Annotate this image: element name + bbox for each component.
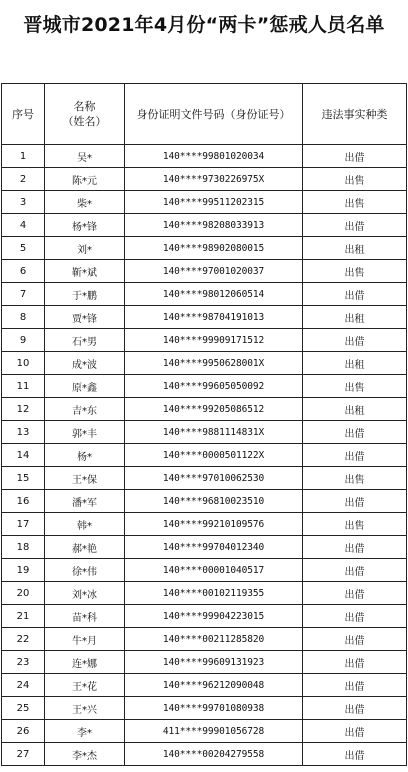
- cell-name: 刘*冰: [45, 582, 125, 605]
- cell-id-number: 140****99904223015: [125, 605, 303, 628]
- cell-violation-type: 出借: [303, 490, 407, 513]
- cell-index: 20: [2, 582, 45, 605]
- table-row: [2, 145, 407, 168]
- cell-name: 王*花: [45, 674, 125, 697]
- table-row: [2, 513, 407, 536]
- cell-id-number: 140****99609131923: [125, 651, 303, 674]
- cell-violation-type: 出借: [303, 697, 407, 720]
- cell-name: 郭*丰: [45, 421, 125, 444]
- cell-id-number: 140****99801020034: [125, 145, 303, 168]
- cell-id-number: 140****97010062530: [125, 467, 303, 490]
- cell-id-number: 140****9950628001X: [125, 352, 303, 375]
- cell-name: 杨*锋: [45, 214, 125, 237]
- table-row: [2, 375, 407, 398]
- cell-violation-type: 出借: [303, 536, 407, 559]
- cell-id-number: 140****97001020037: [125, 260, 303, 283]
- cell-violation-type: 出售: [303, 260, 407, 283]
- table-row: [2, 398, 407, 421]
- cell-id-number: 140****98208033913: [125, 214, 303, 237]
- table-row: [2, 720, 407, 743]
- cell-name: 贾*锋: [45, 306, 125, 329]
- cell-name: 柴*: [45, 191, 125, 214]
- cell-violation-type: 出租: [303, 237, 407, 260]
- cell-index: 27: [2, 743, 45, 766]
- cell-name: 吉*东: [45, 398, 125, 421]
- table-row: [2, 559, 407, 582]
- cell-violation-type: 出租: [303, 398, 407, 421]
- table-body: [2, 145, 407, 766]
- cell-id-number: 140****0000501122X: [125, 444, 303, 467]
- cell-violation-type: 出借: [303, 283, 407, 306]
- cell-index: 18: [2, 536, 45, 559]
- cell-index: 25: [2, 697, 45, 720]
- cell-id-number: 140****99909171512: [125, 329, 303, 352]
- cell-violation-type: 出借: [303, 582, 407, 605]
- table-row: [2, 306, 407, 329]
- cell-id-number: 140****00001040517: [125, 559, 303, 582]
- header-row: [2, 84, 407, 145]
- cell-id-number: 140****99210109576: [125, 513, 303, 536]
- cell-index: 17: [2, 513, 45, 536]
- cell-index: 15: [2, 467, 45, 490]
- cell-name: 苗*科: [45, 605, 125, 628]
- cell-name: 李*杰: [45, 743, 125, 766]
- table-row: [2, 352, 407, 375]
- cell-index: 5: [2, 237, 45, 260]
- cell-index: 3: [2, 191, 45, 214]
- table-row: [2, 421, 407, 444]
- cell-violation-type: 出租: [303, 306, 407, 329]
- cell-name: 潘*军: [45, 490, 125, 513]
- cell-name: 牛*月: [45, 628, 125, 651]
- cell-violation-type: 出借: [303, 214, 407, 237]
- table-header: [2, 84, 407, 145]
- table-row: [2, 283, 407, 306]
- cell-index: 24: [2, 674, 45, 697]
- cell-index: 1: [2, 145, 45, 168]
- cell-violation-type: 出售: [303, 513, 407, 536]
- cell-id-number: 140****9881114831X: [125, 421, 303, 444]
- table-row: [2, 605, 407, 628]
- cell-name: 于*鹏: [45, 283, 125, 306]
- cell-violation-type: 出借: [303, 421, 407, 444]
- table-row: [2, 628, 407, 651]
- table-row: [2, 191, 407, 214]
- cell-id-number: 140****99704012340: [125, 536, 303, 559]
- cell-index: 13: [2, 421, 45, 444]
- cell-violation-type: 出借: [303, 651, 407, 674]
- cell-name: 吴*: [45, 145, 125, 168]
- cell-id-number: 140****00211285820: [125, 628, 303, 651]
- cell-index: 9: [2, 329, 45, 352]
- table-row: [2, 536, 407, 559]
- cell-index: 8: [2, 306, 45, 329]
- cell-id-number: 411****99901056728: [125, 720, 303, 743]
- cell-name: 陈*元: [45, 168, 125, 191]
- cell-name: 韩*: [45, 513, 125, 536]
- cell-violation-type: 出借: [303, 628, 407, 651]
- cell-violation-type: 出售: [303, 168, 407, 191]
- cell-id-number: 140****99511202315: [125, 191, 303, 214]
- cell-index: 23: [2, 651, 45, 674]
- cell-name: 王*保: [45, 467, 125, 490]
- cell-name: 靳*斌: [45, 260, 125, 283]
- table-row: [2, 214, 407, 237]
- cell-index: 19: [2, 559, 45, 582]
- cell-name: 王*兴: [45, 697, 125, 720]
- cell-violation-type: 出租: [303, 352, 407, 375]
- cell-index: 10: [2, 352, 45, 375]
- cell-violation-type: 出借: [303, 720, 407, 743]
- page-title: 晋城市2021年4月份“两卡”惩戒人员名单: [23, 14, 385, 36]
- cell-name: 原*鑫: [45, 375, 125, 398]
- cell-id-number: 140****99205086512: [125, 398, 303, 421]
- cell-name: 徐*伟: [45, 559, 125, 582]
- cell-id-number: 140****9730226975X: [125, 168, 303, 191]
- cell-name: 李*: [45, 720, 125, 743]
- header-index: 序号: [2, 84, 45, 145]
- cell-index: 12: [2, 398, 45, 421]
- punishment-list-table: [1, 83, 407, 766]
- cell-id-number: 140****96212090048: [125, 674, 303, 697]
- cell-id-number: 140****99605050092: [125, 375, 303, 398]
- cell-id-number: 140****98902080015: [125, 237, 303, 260]
- cell-id-number: 140****00102119355: [125, 582, 303, 605]
- header-violation-type: 违法事实种类: [303, 84, 407, 145]
- cell-id-number: 140****96810023510: [125, 490, 303, 513]
- cell-index: 16: [2, 490, 45, 513]
- header-id-number: 身份证明文件号码（身份证号）: [125, 84, 303, 145]
- cell-violation-type: 出借: [303, 674, 407, 697]
- cell-violation-type: 出售: [303, 191, 407, 214]
- cell-violation-type: 出借: [303, 444, 407, 467]
- table-row: [2, 467, 407, 490]
- cell-violation-type: 出借: [303, 329, 407, 352]
- table-row: [2, 582, 407, 605]
- cell-index: 11: [2, 375, 45, 398]
- table-row: [2, 674, 407, 697]
- cell-index: 21: [2, 605, 45, 628]
- cell-violation-type: 出借: [303, 145, 407, 168]
- table-row: [2, 329, 407, 352]
- cell-index: 6: [2, 260, 45, 283]
- cell-id-number: 140****00204279558: [125, 743, 303, 766]
- cell-name: 杨*: [45, 444, 125, 467]
- table-row: [2, 651, 407, 674]
- table-row: [2, 743, 407, 766]
- cell-name: 郝*艳: [45, 536, 125, 559]
- table-row: [2, 444, 407, 467]
- cell-index: 4: [2, 214, 45, 237]
- cell-name: 成*波: [45, 352, 125, 375]
- cell-index: 2: [2, 168, 45, 191]
- table-row: [2, 237, 407, 260]
- cell-index: 22: [2, 628, 45, 651]
- table-row: [2, 697, 407, 720]
- table-row: [2, 260, 407, 283]
- cell-name: 刘*: [45, 237, 125, 260]
- cell-violation-type: 出借: [303, 559, 407, 582]
- cell-index: 14: [2, 444, 45, 467]
- header-name: 名称 （姓名）: [45, 84, 125, 145]
- cell-name: 石*男: [45, 329, 125, 352]
- table-row: [2, 490, 407, 513]
- cell-id-number: 140****99701080938: [125, 697, 303, 720]
- cell-id-number: 140****98704191013: [125, 306, 303, 329]
- cell-name: 连*娜: [45, 651, 125, 674]
- cell-violation-type: 出售: [303, 375, 407, 398]
- cell-index: 26: [2, 720, 45, 743]
- cell-violation-type: 出借: [303, 605, 407, 628]
- cell-index: 7: [2, 283, 45, 306]
- cell-violation-type: 出售: [303, 467, 407, 490]
- cell-violation-type: 出借: [303, 743, 407, 766]
- cell-id-number: 140****98012060514: [125, 283, 303, 306]
- table-row: [2, 168, 407, 191]
